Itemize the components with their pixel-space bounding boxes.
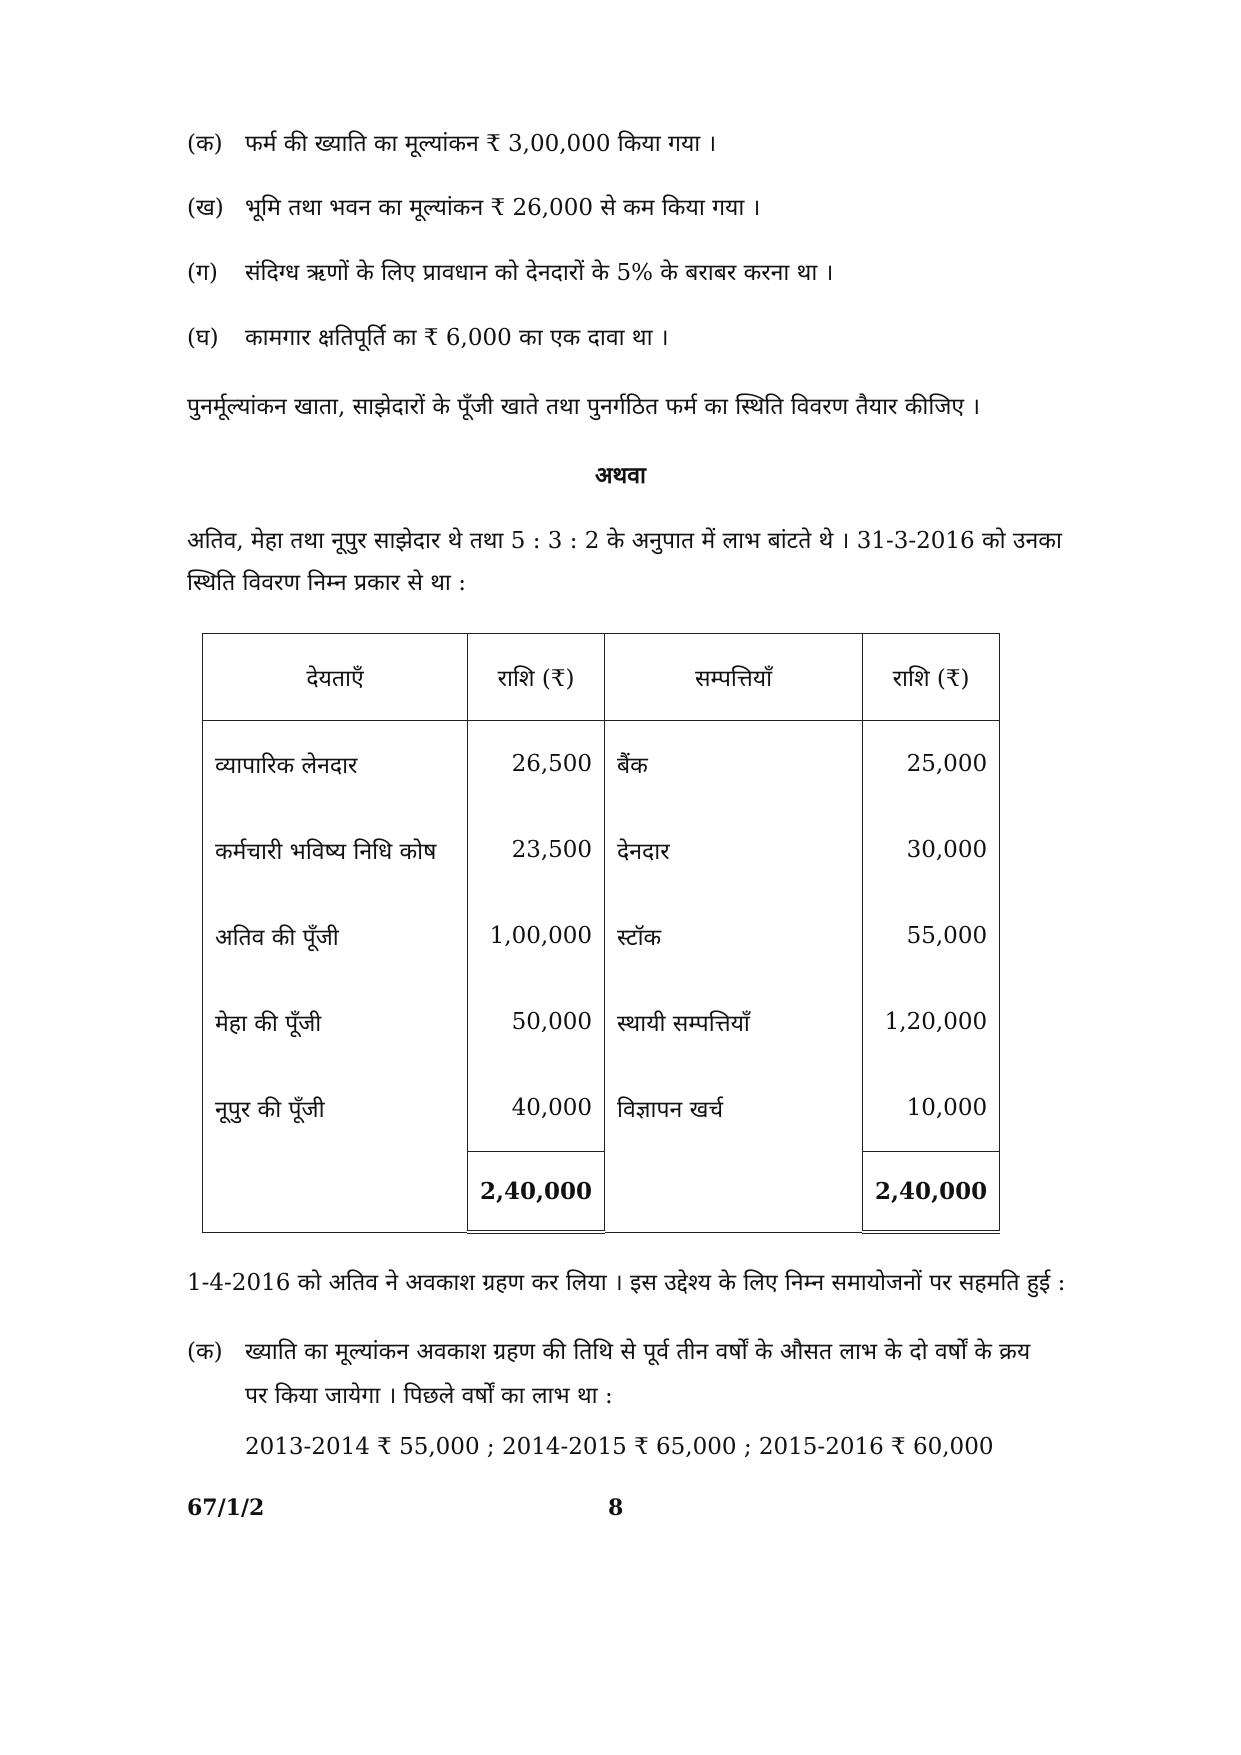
item-label: (घ) <box>187 325 219 351</box>
item-label: (क) <box>187 131 223 157</box>
liability-cell: व्यापारिक लेनदार <box>203 721 468 808</box>
table-total-row <box>203 1152 1000 1233</box>
intro-text: अतिव, मेहा तथा नूपुर साझेदार थे तथा 5 : 3 : 2 के अनुपात में लाभ बांटते थे । 31-3-2016 को उनका स्थिति विवरण निम्न प्रकार से था : <box>187 528 1062 596</box>
amount-cell: 55,000 <box>863 893 1000 979</box>
amount-cell: 26,500 <box>468 721 605 808</box>
item-text: कामगार क्षतिपूर्ति का ₹ 6,000 का एक दावा था । <box>245 325 669 351</box>
list-item <box>187 126 716 158</box>
asset-cell: विज्ञापन खर्च <box>605 1065 863 1152</box>
amount-cell: 25,000 <box>863 721 1000 808</box>
empty-cell <box>203 1152 468 1233</box>
item-label: (क) <box>187 1339 223 1365</box>
list-item <box>187 320 669 352</box>
asset-cell: बैंक <box>605 721 863 808</box>
instruction-text: पुनर्मूल्यांकन खाता, साझेदारों के पूँजी खाते तथा पुनर्गठित फर्म का स्थिति विवरण तैयार कीजिए । <box>187 394 981 420</box>
amount-cell: 1,20,000 <box>863 979 1000 1065</box>
header-assets: सम्पत्तियाँ <box>605 634 863 721</box>
table-row <box>203 721 1000 808</box>
liability-cell: मेहा की पूँजी <box>203 979 468 1065</box>
retirement-text: 1-4-2016 को अतिव ने अवकाश ग्रहण कर लिया । इस उद्देश्य के लिए निम्न समायोजनों पर सहमति हुई : <box>187 1270 1066 1296</box>
table-header-row <box>203 634 1000 721</box>
adjustment-line-1: ख्याति का मूल्यांकन अवकाश ग्रहण की तिथि से पूर्व तीन वर्षों के औसत लाभ के दो वर्षों के क्रय <box>245 1339 1031 1365</box>
liability-cell: अतिव की पूँजी <box>203 893 468 979</box>
table-row <box>203 893 1000 979</box>
page-number: 8 <box>608 1495 624 1521</box>
total-liabilities: 2,40,000 <box>468 1152 605 1233</box>
header-liabilities: देयताएँ <box>203 634 468 721</box>
list-item <box>187 255 833 287</box>
item-label: (ख) <box>187 195 224 221</box>
amount-cell: 10,000 <box>863 1065 1000 1152</box>
item-label: (ग) <box>187 260 218 286</box>
balance-sheet-table <box>202 633 1000 1234</box>
item-text: भूमि तथा भवन का मूल्यांकन ₹ 26,000 से कम किया गया । <box>245 195 761 221</box>
empty-cell <box>605 1152 863 1233</box>
amount-cell: 40,000 <box>468 1065 605 1152</box>
table-row <box>203 1065 1000 1152</box>
item-text: संदिग्ध ऋणों के लिए प्रावधान को देनदारों के 5% के बराबर करना था । <box>245 260 834 286</box>
liability-cell: नूपुर की पूँजी <box>203 1065 468 1152</box>
profits-line: 2013-2014 ₹ 55,000 ; 2014-2015 ₹ 65,000 ; 2015-2016 ₹ 60,000 <box>245 1434 994 1460</box>
paper-code: 67/1/2 <box>187 1495 265 1521</box>
table-row <box>203 979 1000 1065</box>
asset-cell: देनदार <box>605 807 863 893</box>
item-text: फर्म की ख्याति का मूल्यांकन ₹ 3,00,000 किया गया । <box>245 131 717 157</box>
amount-cell: 1,00,000 <box>468 893 605 979</box>
asset-cell: स्थायी सम्पत्तियाँ <box>605 979 863 1065</box>
table-row <box>203 807 1000 893</box>
header-amount: राशि (₹) <box>468 634 605 721</box>
amount-cell: 23,500 <box>468 807 605 893</box>
adjustment-line-2: पर किया जायेगा । पिछले वर्षों का लाभ था : <box>245 1383 613 1409</box>
total-assets: 2,40,000 <box>863 1152 1000 1233</box>
liability-cell: कर्मचारी भविष्य निधि कोष <box>203 807 468 893</box>
amount-cell: 30,000 <box>863 807 1000 893</box>
amount-cell: 50,000 <box>468 979 605 1065</box>
asset-cell: स्टॉक <box>605 893 863 979</box>
header-amount: राशि (₹) <box>863 634 1000 721</box>
list-item <box>187 190 760 222</box>
adjustment-item <box>187 1330 1117 1418</box>
or-heading: अथवा <box>594 462 646 489</box>
